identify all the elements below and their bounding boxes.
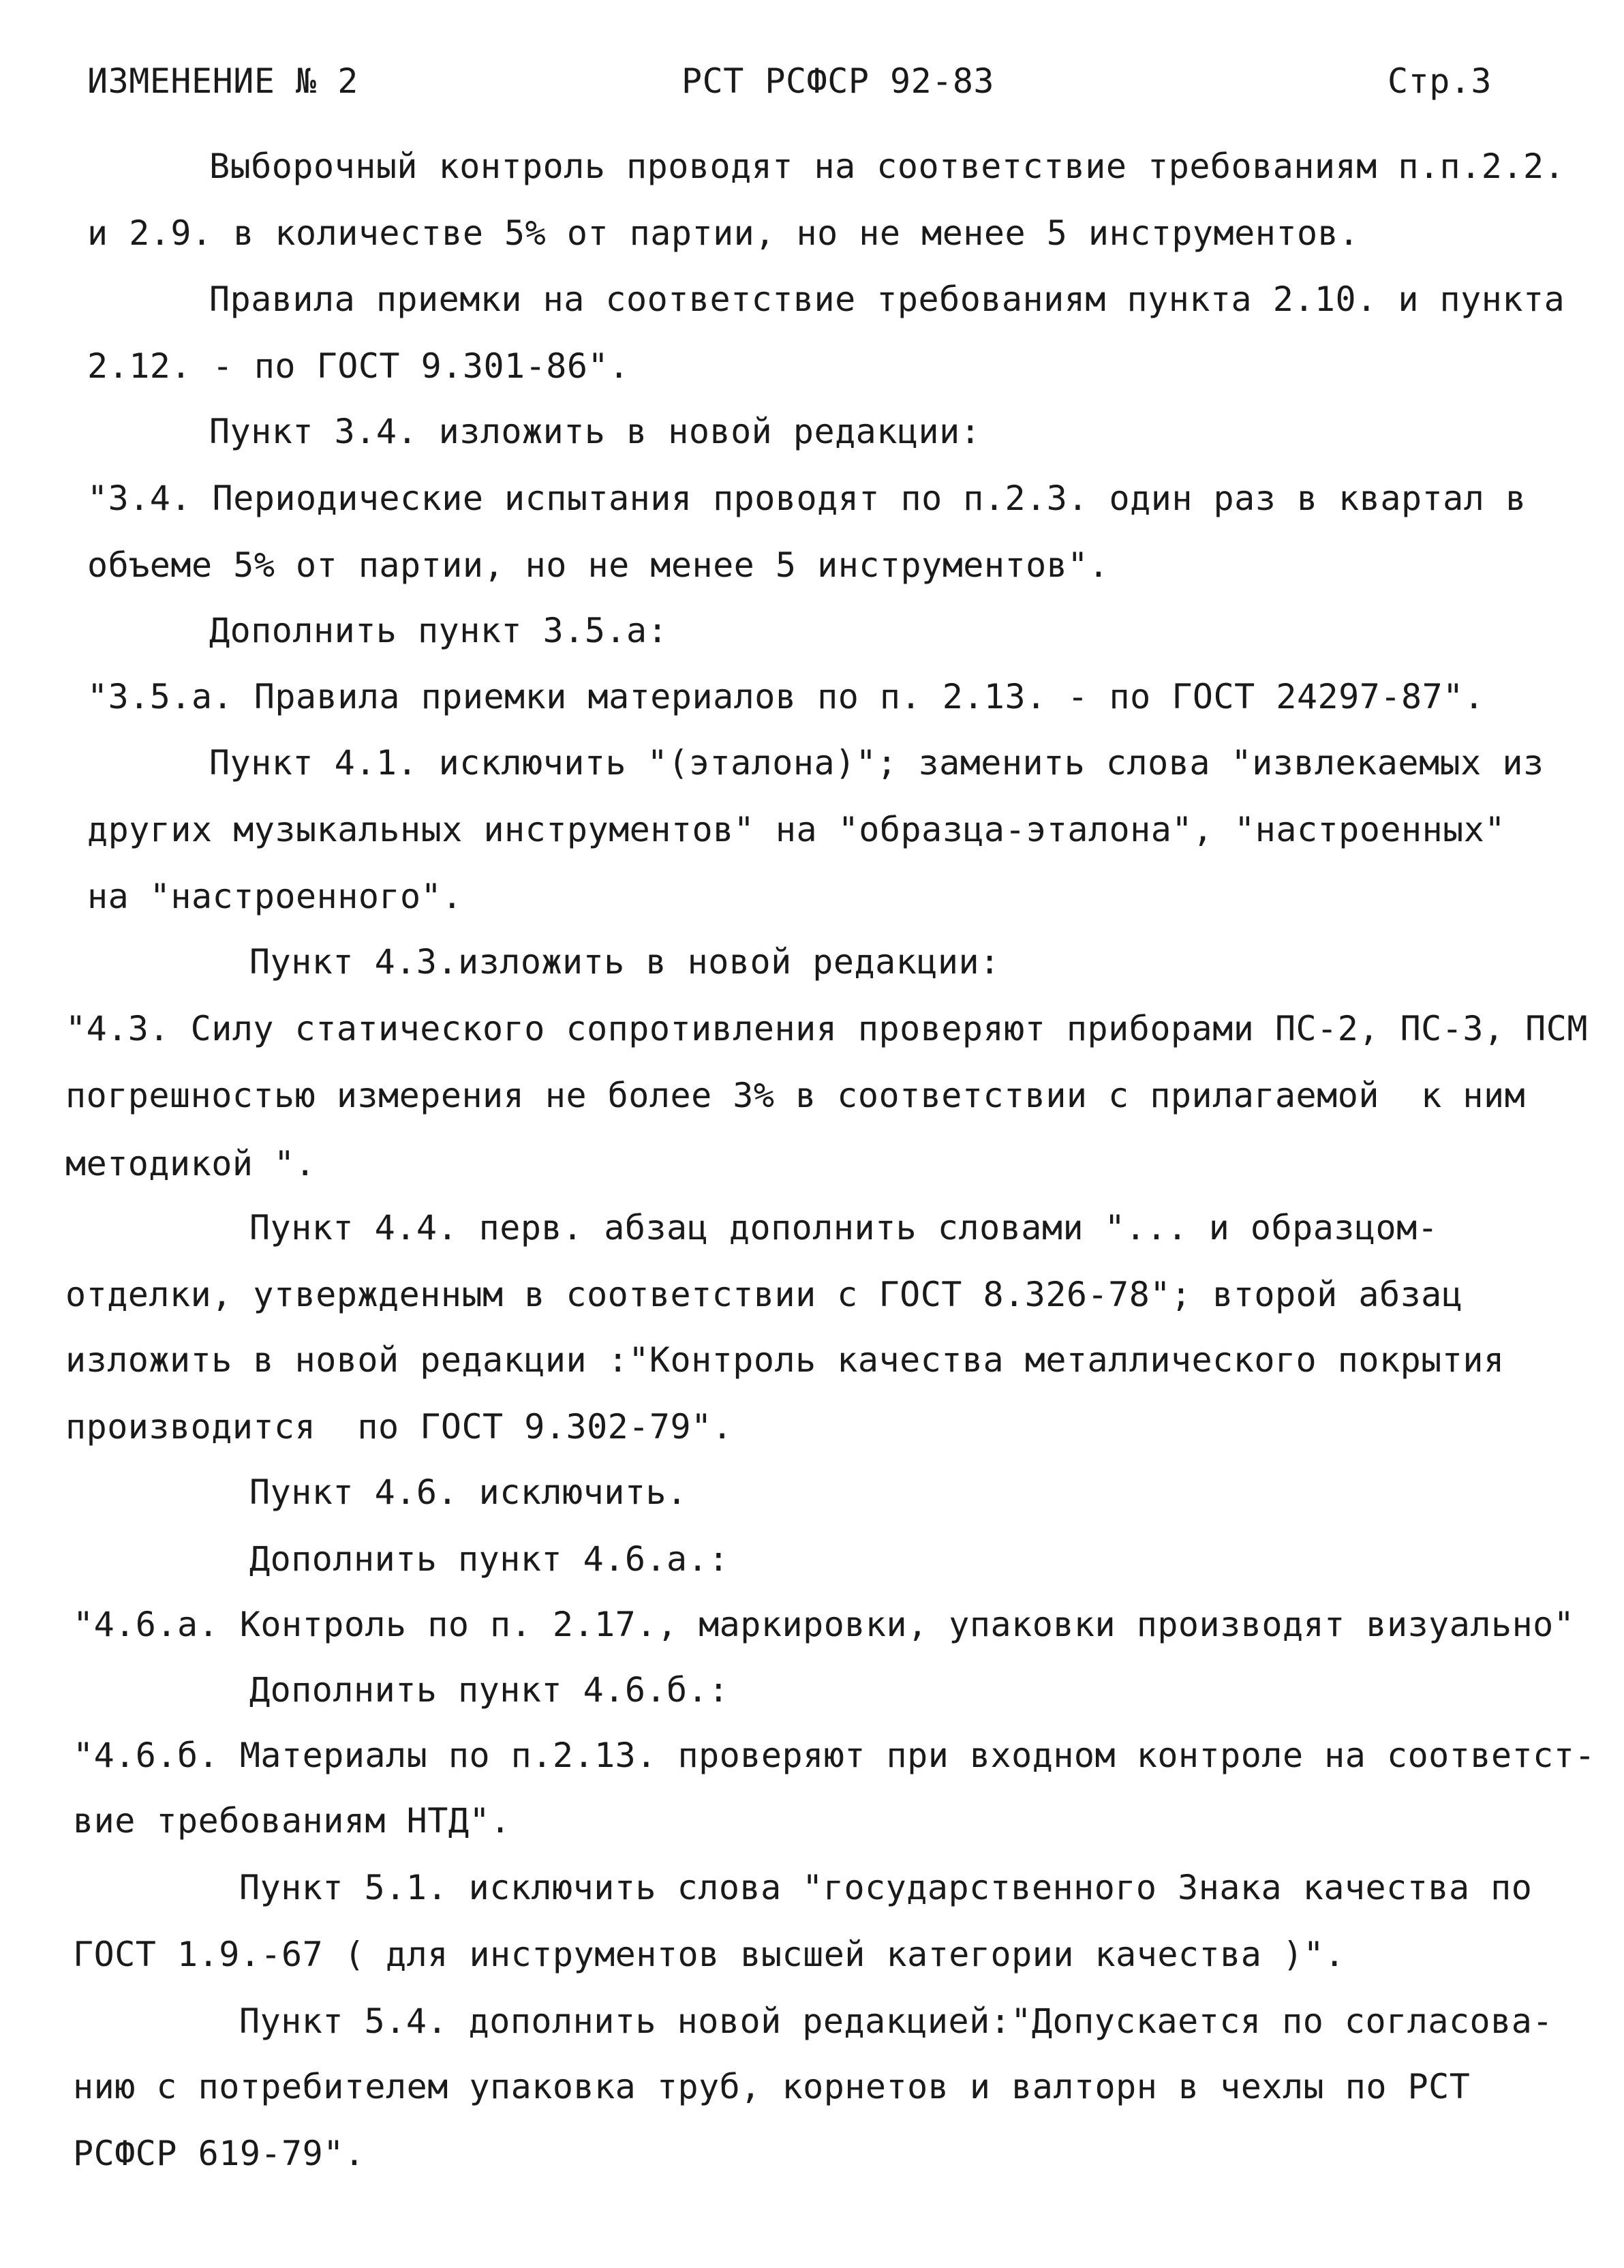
text-line: Пункт 4.4. перв. абзац дополнить словами "... и образцом- <box>249 1208 1439 1248</box>
text-line: Пункт 4.6. исключить. <box>249 1472 688 1512</box>
text-line: "3.4. Периодические испытания проводят по п.2.3. один раз в квартал в <box>87 479 1527 518</box>
text-line: Пункт 5.4. дополнить новой редакцией:"Допускается по согласова- <box>239 2001 1553 2041</box>
text-line: Пункт 4.3.изложить в новой редакции: <box>249 942 1000 982</box>
text-line: "4.6.б. Материалы по п.2.13. проверяют при входном контроле на соответст- <box>73 1736 1595 1775</box>
text-line: Выборочный контроль проводят на соответствие требованиям п.п.2.2. <box>209 147 1565 186</box>
standard-number: РСТ РСФСР 92-83 <box>681 61 995 101</box>
text-line: Дополнить пункт 4.6.а.: <box>249 1539 729 1579</box>
text-line: нию с потребителем упаковка труб, корнетов и валторн в чехлы по РСТ <box>73 2067 1471 2106</box>
text-line: "4.3. Силу статического сопротивления проверяют приборами ПС-2, ПС-3, ПСМ <box>65 1009 1588 1048</box>
text-line: Дополнить пункт 3.5.а: <box>209 611 669 650</box>
text-line: методикой ". <box>65 1144 316 1183</box>
text-line: вие требованиям НТД". <box>73 1801 511 1841</box>
text-line: Дополнить пункт 4.6.б.: <box>249 1670 729 1710</box>
text-line: Пункт 3.4. изложить в новой редакции: <box>209 412 981 451</box>
text-line: производится по ГОСТ 9.302-79". <box>65 1407 733 1447</box>
text-line: РСФСР 619-79". <box>73 2134 365 2173</box>
change-number: ИЗМЕНЕНИЕ № 2 <box>87 61 358 101</box>
text-line: "4.6.а. Контроль по п. 2.17., маркировки, упаковки производят визуально" <box>73 1605 1575 1644</box>
page-number: Стр.3 <box>1388 61 1492 101</box>
text-line: изложить в новой редакции :"Контроль качества металлического покрытия <box>65 1340 1505 1380</box>
text-line: на "настроенного". <box>87 877 463 916</box>
text-line: и 2.9. в количестве 5% от партии, но не менее 5 инструментов. <box>87 213 1360 253</box>
text-line: ГОСТ 1.9.-67 ( для инструментов высшей категории качества )". <box>73 1935 1345 1974</box>
text-line: объеме 5% от партии, но не менее 5 инструментов". <box>87 545 1109 585</box>
text-line: "3.5.а. Правила приемки материалов по п. 2.13. - по ГОСТ 24297-87". <box>87 677 1485 716</box>
text-line: погрешностью измерения не более 3% в соответствии с прилагаемой к ним <box>65 1076 1526 1115</box>
text-line: 2.12. - по ГОСТ 9.301-86". <box>87 346 630 386</box>
text-line: Пункт 4.1. исключить "(эталона)"; заменить слова "извлекаемых из <box>209 743 1544 783</box>
text-line: Пункт 5.1. исключить слова "государственного Знака качества по <box>239 1868 1533 1907</box>
text-line: отделки, утвержденным в соответствии с ГОСТ 8.326-78"; второй абзац <box>65 1275 1463 1314</box>
text-line: других музыкальных инструментов" на "образца-эталона", "настроенных" <box>87 810 1505 849</box>
text-line: Правила приемки на соответствие требованиям пункта 2.10. и пункта <box>209 279 1565 319</box>
